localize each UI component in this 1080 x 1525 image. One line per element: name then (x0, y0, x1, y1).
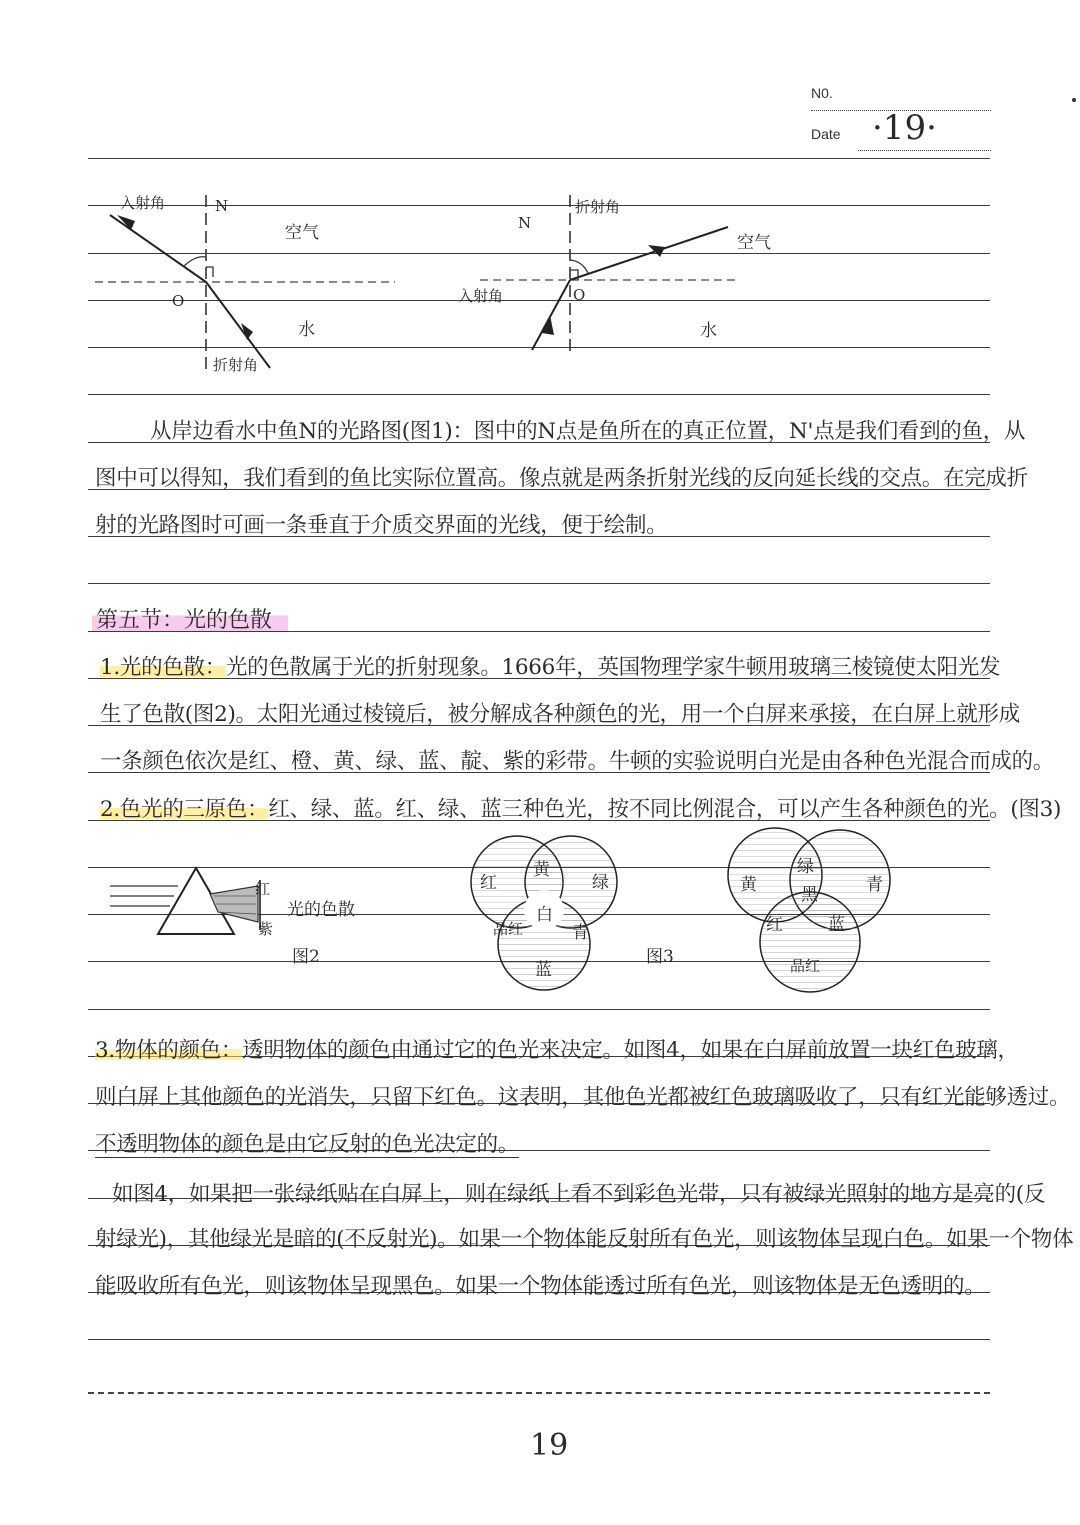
item2-line (100, 792, 1061, 823)
fig3a-white-label: 白 (536, 905, 553, 925)
item2-text: 红、绿、蓝。红、绿、蓝三种色光，按不同比例混合，可以产生各种颜色的光。(图3) (268, 797, 1062, 822)
fig3a-magenta-label: 品红 (493, 920, 524, 938)
item1-label: 1.光的色散： (100, 655, 226, 680)
refraction-diagram-1 (95, 185, 415, 380)
d2-water-label: 水 (700, 321, 717, 341)
item3-line-1 (95, 1033, 1019, 1064)
d1-point-label: O (172, 292, 185, 310)
fig3b-red-label: 红 (766, 915, 783, 935)
d2-air-label: 空气 (737, 233, 771, 253)
d1-normal-label: N (215, 197, 229, 215)
fig3b-yellow-label: 黄 (740, 875, 757, 895)
d2-refracted-label: 折射角 (575, 198, 621, 216)
paragraph2-line-3: 能吸收所有色光，则该物体呈现黑色。如果一个物体能透过所有色光，则该物体是无色透明的。 (95, 1274, 986, 1299)
fig3a-green-label: 绿 (592, 873, 609, 893)
item3-text-3: 不透明物体的颜色是由它反射的色光决定的。 (95, 1132, 520, 1157)
fig3a-cyan-label: 青 (572, 923, 589, 943)
refracted-ray (570, 227, 728, 280)
edge-dot (1072, 98, 1076, 102)
fig3-label: 图3 (646, 947, 674, 967)
fig2-violet-label: 紫 (258, 920, 274, 938)
right-angle-mark (206, 267, 213, 277)
incident-ray (110, 215, 206, 282)
fig3a-red-label: 红 (480, 873, 497, 893)
angle-arc (570, 260, 588, 273)
fig3a-blue-label: 蓝 (535, 960, 552, 980)
magenta-circle (760, 892, 860, 992)
d1-water-label: 水 (298, 320, 315, 340)
ruled-line (88, 158, 990, 159)
incident-arrow (542, 315, 554, 335)
item3-text-1: 透明物体的颜色由通过它的色光来决定。如图4，如果在白屏前放置一块红色玻璃， (242, 1038, 1019, 1063)
ruled-line (88, 1339, 990, 1340)
d1-air-label: 空气 (285, 223, 319, 243)
fig3b-green-label: 绿 (797, 857, 814, 877)
item3-label: 3.物体的颜色： (95, 1038, 243, 1063)
item2-label: 2.色光的三原色： (100, 797, 269, 822)
ruled-line (88, 394, 990, 395)
ruled-line (88, 1009, 990, 1010)
date-dotted-line (858, 150, 991, 151)
fig3b-cyan-label: 青 (866, 875, 883, 895)
refracted-arrow (648, 245, 665, 257)
fig2-caption: 光的色散 (287, 900, 355, 920)
d2-normal-label: N (518, 214, 532, 232)
d2-point-label: O (573, 286, 586, 304)
fig3b-magenta-label: 品红 (790, 957, 821, 975)
item1-line-2: 生了色散(图2)。太阳光通过棱镜后，被分解成各种颜色的光，用一个白屏来承接，在白屏上就形成 (100, 702, 1020, 727)
item1-line-3: 一条颜色依次是红、橙、黄、绿、蓝、靛、紫的彩带。牛顿的实验说明白光是由各种色光混合而成的。 (100, 749, 1055, 774)
bottom-dashed-line (88, 1392, 990, 1394)
prism-figure (110, 860, 280, 950)
section-title (92, 603, 288, 634)
paragraph1-line-2: 图中可以得知，我们看到的鱼比实际位置高。像点就是两条折射光线的反向延长线的交点。在完成折 (95, 466, 1028, 491)
paragraph2-line-1: 如图4，如果把一张绿纸贴在白屏上，则在绿纸上看不到彩色光带，只有被绿光照射的地方是亮的(反 (112, 1182, 1046, 1207)
d1-incident-label: 入射角 (120, 194, 166, 212)
item3-line-2: 则白屏上其他颜色的光消失，只留下红色。这表明，其他色光都被红色玻璃吸收了，只有红光能够透过。 (95, 1085, 1071, 1110)
d1-refracted-label: 折射角 (213, 356, 259, 374)
page-number: 19 (530, 1428, 569, 1463)
date-label: Date (811, 126, 841, 142)
fig3b-black-label: 黑 (801, 885, 818, 905)
ruled-line (88, 583, 990, 584)
fig3a-yellow-label: 黄 (533, 860, 550, 880)
incident-ray (532, 280, 570, 350)
d2-incident-label: 入射角 (458, 287, 504, 305)
fig2-label: 图2 (292, 947, 320, 967)
item1-text-1: 光的色散属于光的折射现象。1666年，英国物理学家牛顿用玻璃三棱镜使太阳光发 (225, 655, 1001, 680)
date-value: ·19· (872, 108, 937, 148)
fig3b-blue-label: 蓝 (828, 915, 845, 935)
no-label: N0. (811, 85, 833, 101)
item1-line-1 (100, 650, 1000, 681)
paragraph2-line-2: 射绿光)，其他绿光是暗的(不反射光)。如果一个物体能反射所有色光，则该物体呈现白色。如果一个物体 (95, 1227, 1074, 1252)
angle-arc (183, 257, 206, 267)
item3-line-3 (95, 1127, 519, 1158)
paragraph1-line-1: 从岸边看水中鱼N的光路图(图1)：图中的N点是鱼所在的真正位置，N'点是我们看到的鱼，从 (150, 419, 1026, 444)
section-title-text: 第五节：光的色散 (92, 608, 288, 633)
fig2-red-label: 红 (255, 880, 271, 898)
paragraph1-line-3: 射的光路图时可画一条垂直于介质交界面的光线，便于绘制。 (95, 513, 668, 538)
